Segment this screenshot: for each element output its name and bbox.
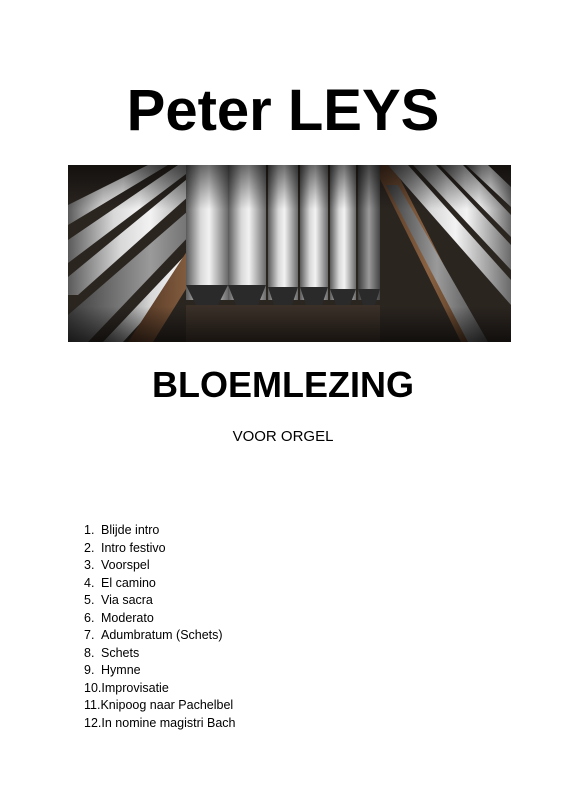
list-item <box>84 627 235 645</box>
item-title: Schets <box>101 645 140 660</box>
item-number: 4. <box>84 575 95 590</box>
list-item <box>84 662 235 680</box>
list-item <box>84 540 235 558</box>
list-item <box>84 592 235 610</box>
item-title: Voorspel <box>101 558 150 572</box>
item-number: 1. <box>84 523 95 537</box>
item-number: 10. <box>84 680 102 695</box>
item-title: Intro festivo <box>101 540 166 555</box>
item-number: 11. <box>84 698 101 712</box>
item-number: 5. <box>84 593 95 607</box>
item-title: In nomine magistri Bach <box>101 715 236 730</box>
document-title: BLOEMLEZING <box>152 364 414 405</box>
list-item <box>84 645 235 663</box>
author-name: Peter LEYS <box>126 78 440 143</box>
item-number: 3. <box>84 558 95 572</box>
item-title: Hymne <box>101 663 141 677</box>
item-title: Via sacra <box>101 593 153 607</box>
list-item <box>84 557 235 575</box>
item-number: 12. <box>84 715 102 730</box>
item-title: Adumbratum (Schets) <box>101 628 223 642</box>
item-number: 9. <box>84 663 95 677</box>
list-item <box>84 715 235 733</box>
list-item <box>84 697 235 715</box>
organ-pipes-photo <box>68 165 511 342</box>
item-title: El camino <box>101 575 156 590</box>
item-title: Moderato <box>101 610 154 625</box>
item-number: 7. <box>84 628 95 642</box>
item-number: 8. <box>84 645 95 660</box>
item-number: 2. <box>84 540 95 555</box>
item-title: Improvisatie <box>101 680 169 695</box>
list-item <box>84 610 235 628</box>
contents-list <box>84 522 235 732</box>
item-number: 6. <box>84 610 95 625</box>
list-item <box>84 522 235 540</box>
document-subtitle: VOOR ORGEL <box>232 428 334 445</box>
item-title: Blijde intro <box>101 523 160 537</box>
list-item <box>84 575 235 593</box>
item-title: Knipoog naar Pachelbel <box>100 698 234 712</box>
list-item <box>84 680 235 698</box>
